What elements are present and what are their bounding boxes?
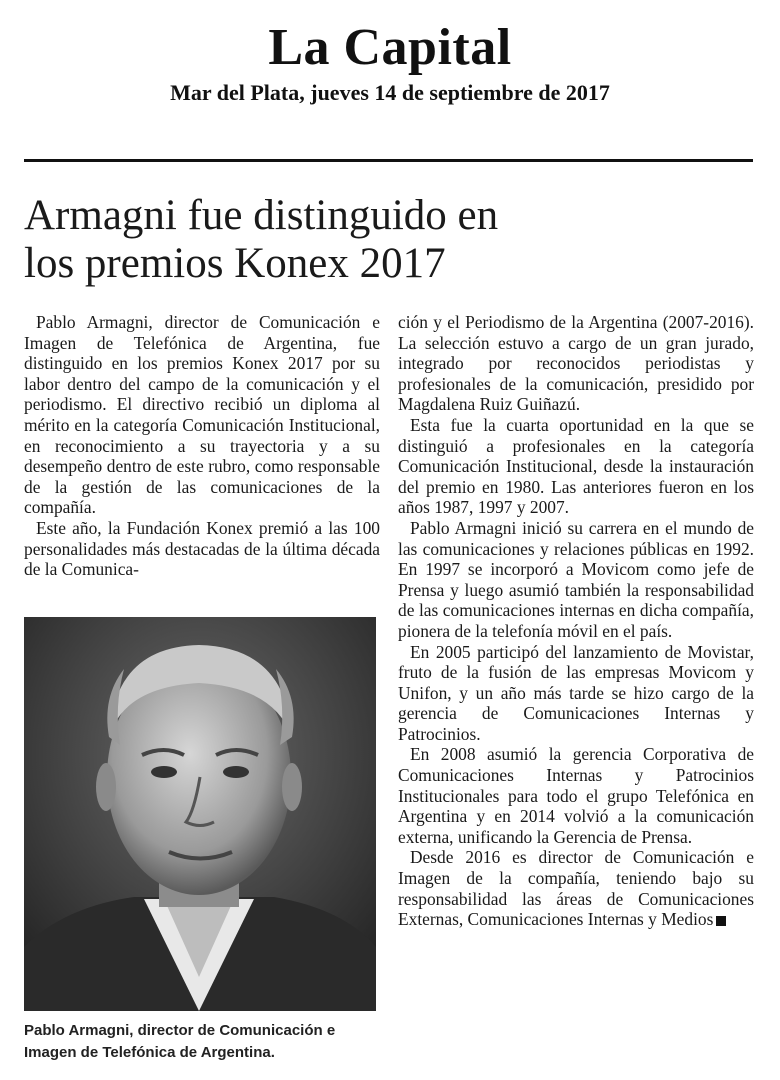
newspaper-name: La Capital	[268, 19, 512, 76]
paragraph: ción y el Periodismo de la Argentina (2007-2016). La selección estuvo a cargo de un gran jurado, integrado por reconocidos periodistas y profesionales de la comunicación, presidido por Magdalena Ruiz Guiñazú.	[398, 312, 754, 415]
paragraph: En 2008 asumió la gerencia Corporativa de Comunicaciones Internas y Patrocinios Institucionales para todo el grupo Telefónica en Argentina y en 2014 volvió a la comunicación externa, unificando la Gerencia de Prensa.	[398, 744, 754, 847]
paragraph: Este año, la Fundación Konex premió a las 100 personalidades más destacadas de la última década de la Comunica-	[24, 517, 380, 580]
header-rule	[24, 159, 753, 162]
paragraph: En 2005 participó del lanzamiento de Movistar, fruto de la fusión de las empresas Movicom y Unifon, y un año más tarde se hizo cargo de la gerencia de Comunicaciones Internas y Patrocinios.	[398, 641, 754, 744]
paragraph: Esta fue la cuarta oportunidad en la que se distinguió a profesionales en la categoría Comunicación Institucional, desde la instauración del premio en 1980. Las anteriores fueron en los años 1987, 1997 y 2007.	[398, 414, 754, 518]
portrait-photo	[24, 617, 376, 1011]
headline-line-1: Armagni fue distinguido en	[24, 192, 499, 239]
last-paragraph	[398, 847, 754, 929]
end-mark-icon	[716, 916, 726, 926]
article-column-right	[398, 312, 754, 930]
paragraph: Pablo Armagni, director de Comunicación e Imagen de Telefónica de Argentina, fue distinguido en los premios Konex 2017 por su labor dentro del campo de la comunicación y el periodismo. El directivo recibió un diploma al mérito en la categoría Comunicación Institucional, en reconocimiento a su trayectoria y a su desempeño dentro de este rubro, como responsable de la gestión de las comunicaciones de la compañía.	[24, 312, 380, 518]
article-headline	[24, 192, 759, 288]
headline-line-2: los premios Konex 2017	[24, 240, 446, 287]
paragraph-text: Desde 2016 es director de Comunicación e Imagen de la compañía, teniendo bajo su responsabilidad las áreas de Comunicaciones Externas, Comunicaciones Internas y Medios	[398, 847, 754, 930]
article-column-left	[24, 312, 380, 580]
paragraph: Pablo Armagni inició su carrera en el mundo de las comunicaciones y relaciones públicas en 1992. En 1997 se incorporó a Movicom como jefe de Prensa y luego asumió también la responsabilidad de las comunicaciones internas en dicha compañía, pionera de la telefonía móvil en el país.	[398, 517, 754, 641]
masthead	[0, 18, 780, 106]
portrait-image	[24, 617, 376, 1011]
photo-caption: Pablo Armagni, director de Comunicación e Imagen de Telefónica de Argentina.	[24, 1022, 336, 1061]
dateline: Mar del Plata, jueves 14 de septiembre de 2017	[170, 80, 610, 105]
